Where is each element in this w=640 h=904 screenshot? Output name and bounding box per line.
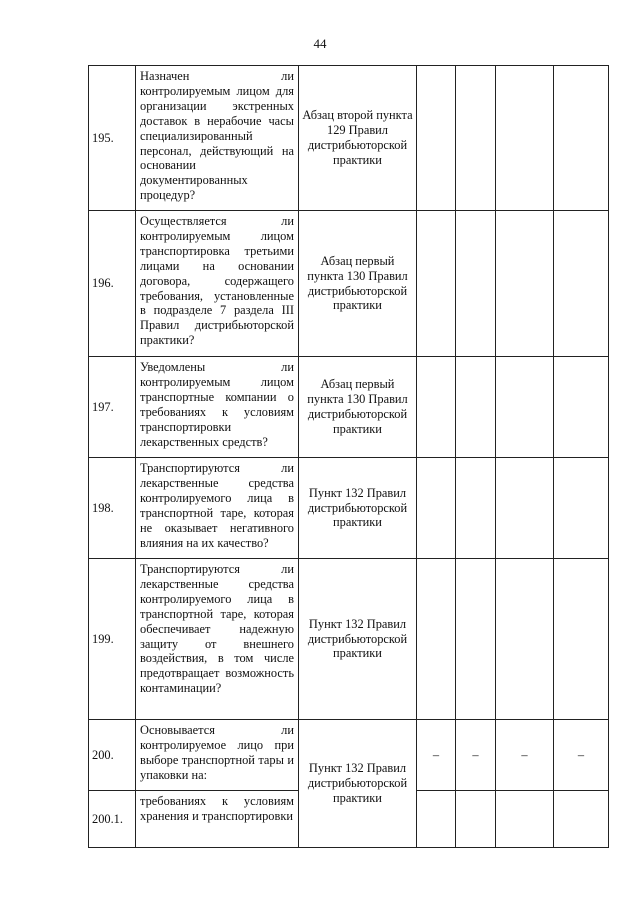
legal-reference: Пункт 132 Правил дистрибьюторской практики xyxy=(299,720,417,848)
dash-mark: – xyxy=(521,747,528,762)
row-number: 197. xyxy=(89,357,136,458)
page-number: 44 xyxy=(313,36,327,51)
answer-cell-yes[interactable] xyxy=(417,66,456,211)
answer-cell-no[interactable] xyxy=(456,66,496,211)
answer-cell-not-applicable[interactable] xyxy=(496,458,554,559)
answer-cell-note[interactable] xyxy=(554,357,609,458)
requirement-question: Уведомлены ли контролируемым лицом транспортные компании о требованиях к условиям транспортировки лекарственных средств? xyxy=(136,357,299,458)
legal-reference: Пункт 132 Правил дистрибьюторской практики xyxy=(299,458,417,559)
row-number: 198. xyxy=(89,458,136,559)
answer-cell-note[interactable] xyxy=(554,458,609,559)
answer-cell-note xyxy=(554,720,609,791)
answer-cell-no[interactable] xyxy=(456,458,496,559)
legal-reference: Абзац первый пункта 130 Правил дистрибьюторской практики xyxy=(299,211,417,357)
table-row xyxy=(89,720,609,791)
answer-cell-yes[interactable] xyxy=(417,791,456,848)
answer-cell-yes[interactable] xyxy=(417,559,456,720)
row-number: 200.1. xyxy=(89,791,136,848)
legal-reference: Пункт 132 Правил дистрибьюторской практики xyxy=(299,559,417,720)
legal-reference: Абзац второй пункта 129 Правил дистрибьюторской практики xyxy=(299,66,417,211)
requirement-question: требованиях к условиям хранения и транспортировки xyxy=(136,791,299,848)
answer-cell-not-applicable[interactable] xyxy=(496,791,554,848)
answer-cell-note[interactable] xyxy=(554,791,609,848)
answer-cell-not-applicable[interactable] xyxy=(496,559,554,720)
dash-mark: – xyxy=(577,747,585,762)
answer-cell-not-applicable[interactable] xyxy=(496,66,554,211)
requirement-question: Осуществляется ли контролируемым лицом транспортировка третьими лицами на основании договора, содержащего требования, установленные в подразделе 7 раздела III Правил дистрибьюторской практики? xyxy=(136,211,299,357)
answer-cell-no[interactable] xyxy=(456,559,496,720)
answer-cell-not-applicable[interactable] xyxy=(496,211,554,357)
row-number: 199. xyxy=(89,559,136,720)
answer-cell-no[interactable] xyxy=(456,211,496,357)
table-row xyxy=(89,458,609,559)
checklist-table xyxy=(88,65,609,848)
answer-cell-note[interactable] xyxy=(554,66,609,211)
row-number: 195. xyxy=(89,66,136,211)
answer-cell-yes[interactable] xyxy=(417,211,456,357)
answer-cell-not-applicable xyxy=(496,720,554,791)
dash-mark: – xyxy=(432,747,440,762)
requirement-question: Транспортируются ли лекарственные средства контролируемого лица в транспортной таре, которая не оказывает негативного влияния на их качество? xyxy=(136,458,299,559)
answer-cell-no[interactable] xyxy=(456,791,496,848)
requirement-question: Основывается ли контролируемое лицо при выборе транспортной тары и упаковки на: xyxy=(136,720,299,791)
answer-cell-yes xyxy=(417,720,456,791)
answer-cell-yes[interactable] xyxy=(417,458,456,559)
row-number: 200. xyxy=(89,720,136,791)
requirement-question: Назначен ли контролируемым лицом для организации экстренных доставок в нерабочие часы специализированный персонал, действующий на основании документированных процедур? xyxy=(136,66,299,211)
table-row xyxy=(89,211,609,357)
table-row xyxy=(89,66,609,211)
table-row xyxy=(89,559,609,720)
row-number: 196. xyxy=(89,211,136,357)
answer-cell-note[interactable] xyxy=(554,211,609,357)
answer-cell-no xyxy=(456,720,496,791)
answer-cell-not-applicable[interactable] xyxy=(496,357,554,458)
answer-cell-no[interactable] xyxy=(456,357,496,458)
dash-mark: – xyxy=(472,747,479,762)
answer-cell-yes[interactable] xyxy=(417,357,456,458)
answer-cell-note[interactable] xyxy=(554,559,609,720)
table-row xyxy=(89,357,609,458)
legal-reference: Абзац первый пункта 130 Правил дистрибьюторской практики xyxy=(299,357,417,458)
requirement-question: Транспортируются ли лекарственные средства контролируемого лица в транспортной таре, которая обеспечивает надежную защиту от внешнего воздействия, в том числе предотвращает возможность контаминации? xyxy=(136,559,299,720)
